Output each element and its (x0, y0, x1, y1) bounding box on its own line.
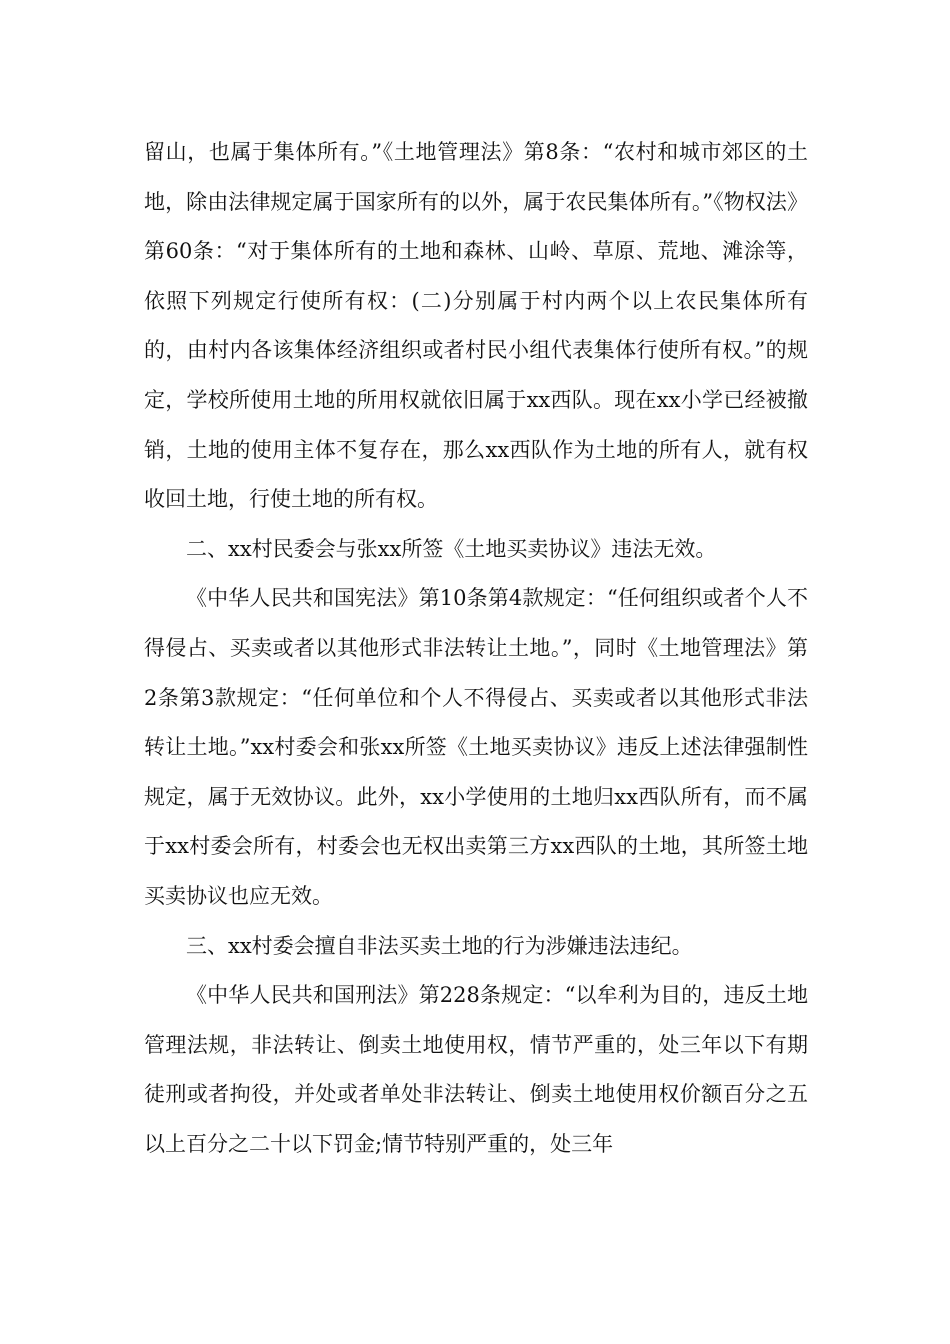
paragraph-criminal-law: 《中华人民共和国刑法》第228条规定：“以牟利为目的，违反土地管理法规，非法转让、倒卖土地使用权，情节严重的，处三年以下有期徒刑或者拘役，并处或者单处非法转让、倒卖土地使用权价额百分之五以上百分之二十以下罚金;情节特别严重的，处三年 (144, 983, 808, 1156)
paragraph-continuation: 留山，也属于集体所有。”《土地管理法》第8条：“农村和城市郊区的土地，除由法律规定属于国家所有的以外，属于农民集体所有。”《物权法》第60条：“对于集体所有的土地和森林、山岭、草原、荒地、滩涂等，依照下列规定行使所有权：(二)分别属于村内两个以上农民集体所有的，由村内各该集体经济组织或者村民小组代表集体行使所有权。”的规定，学校所使用土地的所用权就依旧属于xx西队。现在xx小学已经被撤销，土地的使用主体不复存在，那么xx西队作为土地的所有人，就有权收回土地，行使土地的所有权。 (144, 140, 808, 512)
paragraph-constitution: 《中华人民共和国宪法》第10条第4款规定：“任何组织或者个人不得侵占、买卖或者以其他形式非法转让土地。”，同时《土地管理法》第2条第3款规定：“任何单位和个人不得侵占、买卖或者以其他形式非法转让土地。”xx村委会和张xx所签《土地买卖协议》违反上述法律强制性规定，属于无效协议。此外，xx小学使用的土地归xx西队所有，而不属于xx村委会所有，村委会也无权出卖第三方xx西队的土地，其所签土地买卖协议也应无效。 (144, 586, 808, 908)
section-heading-three: 三、xx村委会擅自非法买卖土地的行为涉嫌违法违纪。 (186, 933, 693, 958)
document-body (144, 128, 808, 1169)
section-heading-two: 二、xx村民委会与张xx所签《土地买卖协议》违法无效。 (186, 536, 717, 561)
